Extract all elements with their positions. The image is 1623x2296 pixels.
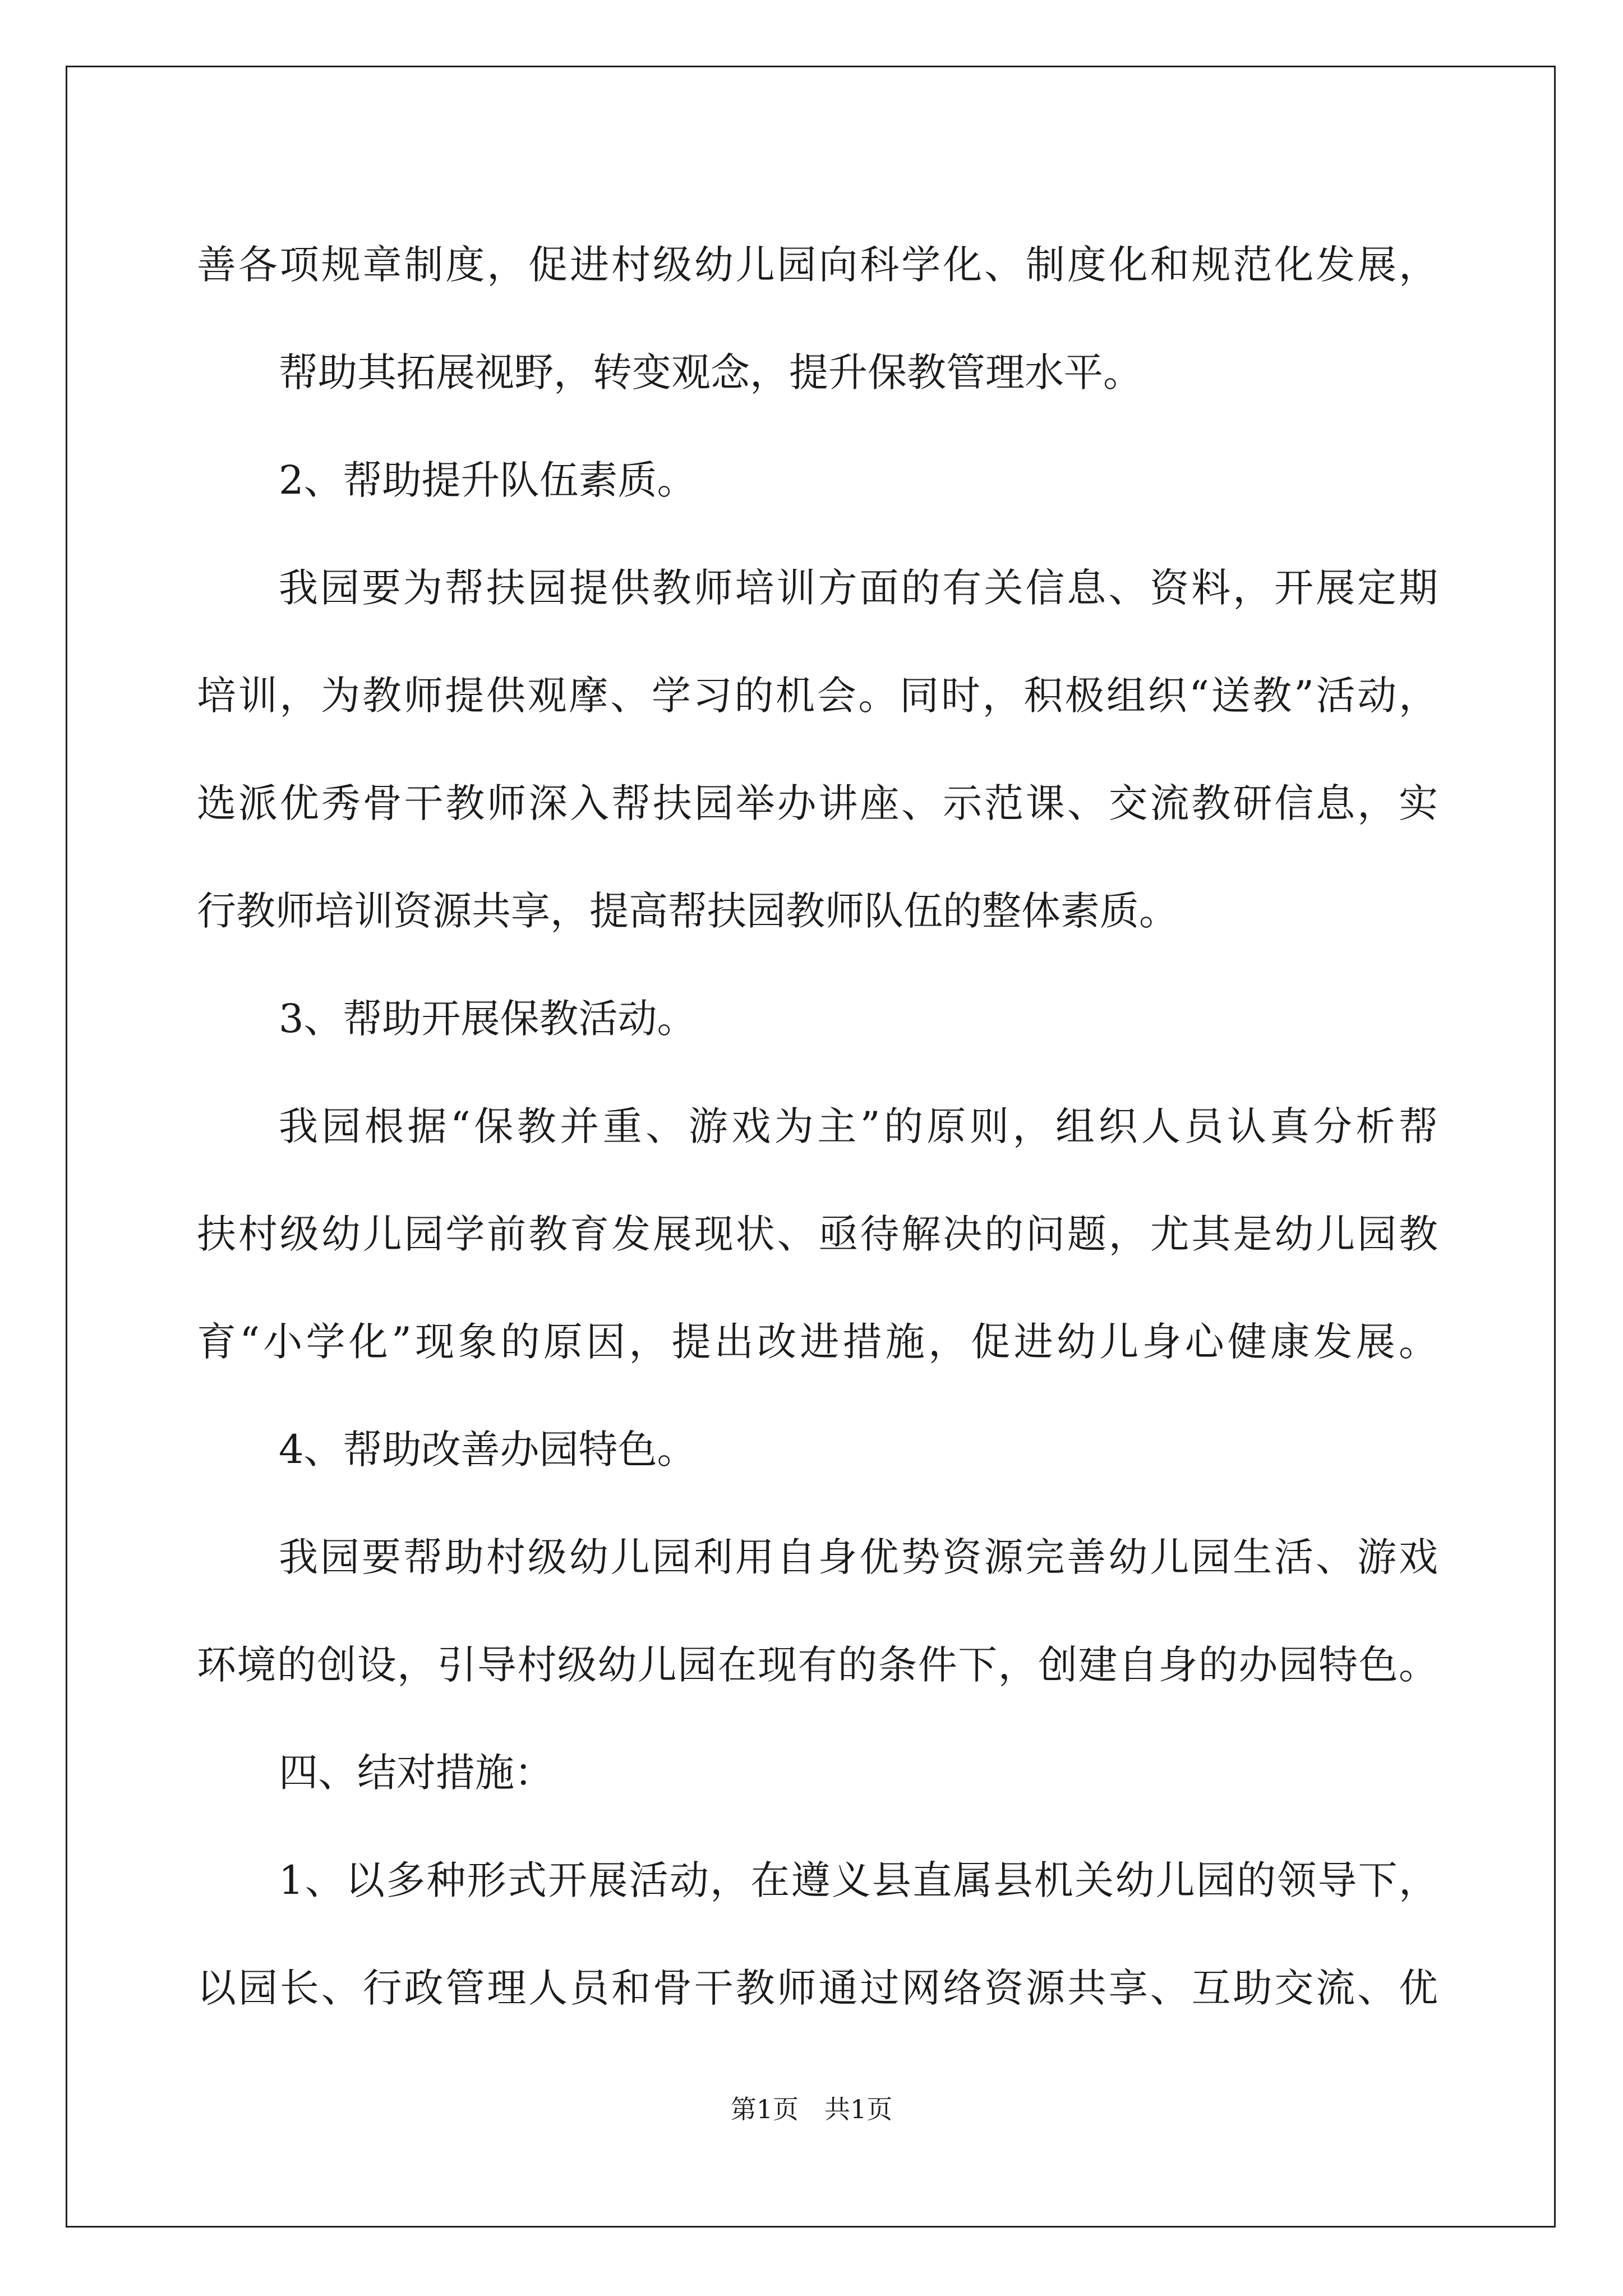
text-line: 育“小学化”现象的原因，提出改进措施，促进幼儿身心健康发展。 xyxy=(197,1319,1438,1365)
page-number-footer: 第1页 共1页 xyxy=(730,2094,893,2124)
text-line: 1、以多种形式开展活动，在遵义县直属县机关幼儿园的领导下， xyxy=(279,1857,1438,1903)
text-line: 帮助其拓展视野，转变观念，提升保教管理水平。 xyxy=(279,349,1142,395)
text-line: 我园要帮助村级幼儿园利用自身优势资源完善幼儿园生活、游戏 xyxy=(279,1534,1438,1580)
text-line: 4、帮助改善办园特色。 xyxy=(279,1427,697,1473)
text-line: 选派优秀骨干教师深入帮扶园举办讲座、示范课、交流教研信息，实 xyxy=(197,780,1438,826)
text-line: 2、帮助提升队伍素质。 xyxy=(279,457,697,503)
text-line: 以园长、行政管理人员和骨干教师通过网络资源共享、互助交流、优 xyxy=(197,1965,1438,2011)
text-line: 善各项规章制度，促进村级幼儿园向科学化、制度化和规范化发展， xyxy=(197,242,1438,288)
text-line: 我园要为帮扶园提供教师培训方面的有关信息、资料，开展定期 xyxy=(279,565,1438,611)
document-body xyxy=(197,211,1438,2042)
text-line: 3、帮助开展保教活动。 xyxy=(279,996,697,1042)
text-line: 培训，为教师提供观摩、学习的机会。同时，积极组织“送教”活动， xyxy=(197,673,1438,719)
text-line: 四、结对措施： xyxy=(279,1750,554,1796)
text-line: 扶村级幼儿园学前教育发展现状、亟待解决的问题，尤其是幼儿园教 xyxy=(197,1211,1438,1257)
text-line: 行教师培训资源共享，提高帮扶园教师队伍的整体素质。 xyxy=(197,888,1178,934)
text-line: 我园根据“保教并重、游戏为主”的原则，组织人员认真分析帮 xyxy=(279,1103,1438,1149)
text-line: 环境的创设，引导村级幼儿园在现有的条件下，创建自身的办园特色。 xyxy=(197,1642,1438,1688)
